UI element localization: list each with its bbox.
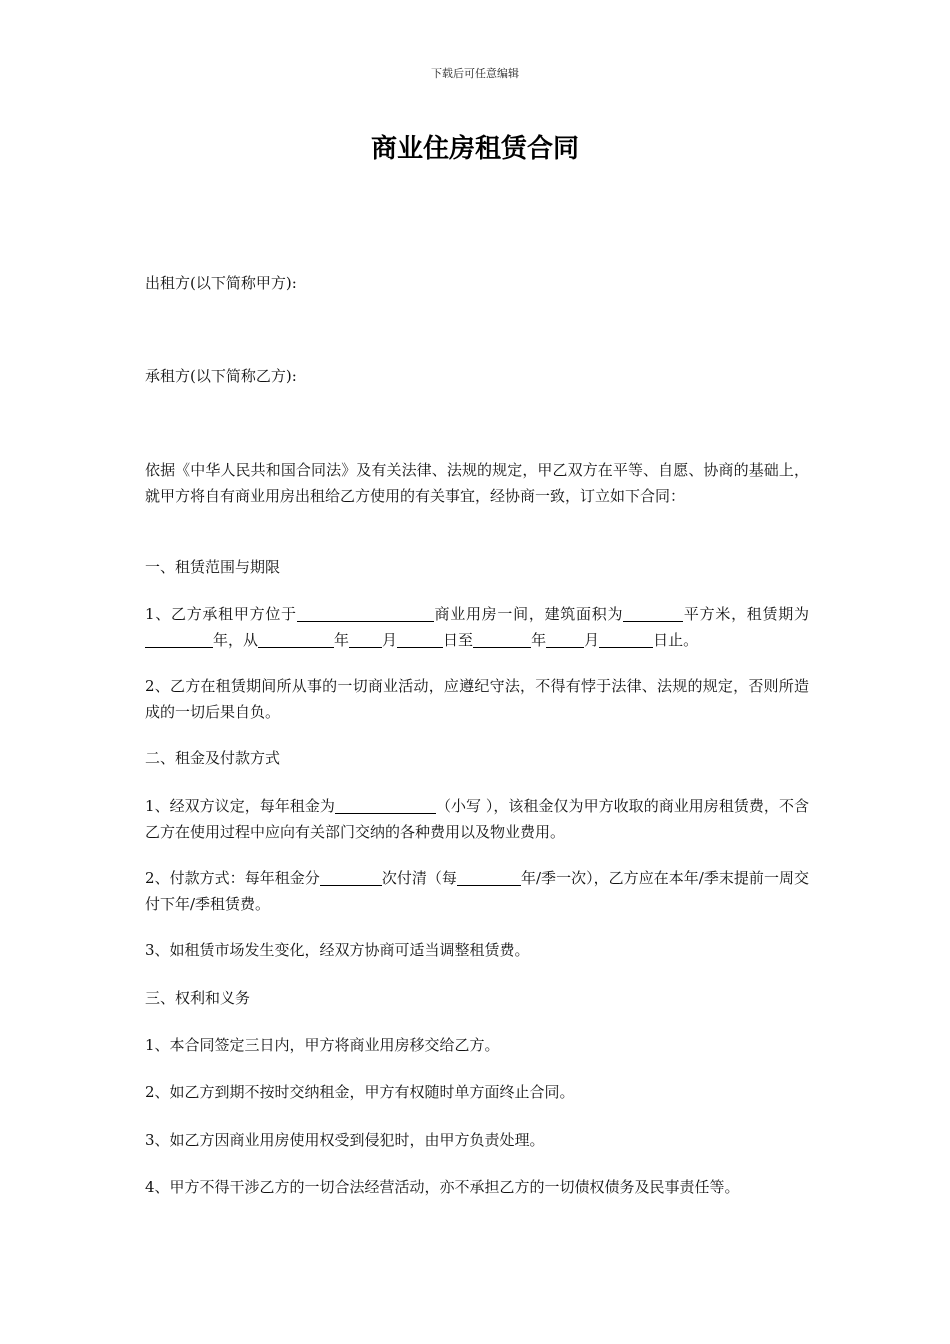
header-note: 下载后可任意编辑 <box>431 67 519 80</box>
text-segment: 1、乙方承租甲方位于 <box>145 605 297 623</box>
area-blank <box>623 604 683 622</box>
text-segment: 月 <box>584 631 600 649</box>
text-segment: 平方米，租赁期为 <box>683 605 809 623</box>
section2-heading: 二、租金及付款方式 <box>145 749 281 767</box>
section1-item2: 2、乙方在租赁期间所从事的一切商业活动，应遵纪守法，不得有悖于法律、法规的规定，否则所造成的一切后果自负。 <box>145 677 809 721</box>
text-segment: 年/季一次），乙方应在本年/季末提前一周交付下年/季租赁费。 <box>145 869 809 913</box>
text-segment: 年 <box>334 631 350 649</box>
period-blank <box>457 868 521 886</box>
annual-rent-blank <box>335 796 436 814</box>
section3-item4: 4、甲方不得干涉乙方的一切合法经营活动，亦不承担乙方的一切债权债务及民事责任等。 <box>145 1178 740 1196</box>
document-title: 商业住房租赁合同 <box>370 134 579 164</box>
end-day-blank <box>599 630 653 648</box>
installments-blank <box>320 868 382 886</box>
text-segment: 日止。 <box>653 631 699 649</box>
location-blank <box>297 604 434 622</box>
section3-item3: 3、如乙方因商业用房使用权受到侵犯时，由甲方负责处理。 <box>145 1131 545 1149</box>
text-segment: 2、付款方式：每年租金分 <box>145 869 320 887</box>
term-years-blank <box>145 630 213 648</box>
text-segment: 年，从 <box>213 631 259 649</box>
section3-heading: 三、权利和义务 <box>145 989 251 1007</box>
text-segment: 1、经双方议定，每年租金为 <box>145 797 335 815</box>
lessor-label: 出租方(以下简称甲方): <box>145 274 297 292</box>
text-segment: （小写 ），该租金仅为甲方收取的商业用房租赁费，不含乙方在使用过程中应向有关部门交纳的各种费用以及物业费用。 <box>145 797 809 841</box>
text-segment: 月 <box>382 631 398 649</box>
text-segment: 商业用房一间，建筑面积为 <box>433 605 624 623</box>
start-month-blank <box>349 630 382 648</box>
lessee-label: 承租方(以下简称乙方): <box>145 367 297 385</box>
section2-item2 <box>145 865 809 917</box>
section3-item2: 2、如乙方到期不按时交纳租金，甲方有权随时单方面终止合同。 <box>145 1083 575 1101</box>
end-month-blank <box>546 630 584 648</box>
end-year-blank <box>473 630 531 648</box>
intro-paragraph: 依据《中华人民共和国合同法》及有关法律、法规的规定，甲乙双方在平等、自愿、协商的基础上，就甲方将自有商业用房出租给乙方使用的有关事宜，经协商一致，订立如下合同： <box>145 461 809 505</box>
text-segment: 日至 <box>443 631 474 649</box>
section1-heading: 一、租赁范围与期限 <box>145 558 281 576</box>
section1-item1 <box>145 601 809 653</box>
text-segment: 次付清（每 <box>381 869 457 887</box>
text-segment: 年 <box>531 631 547 649</box>
start-day-blank <box>397 630 443 648</box>
start-year-blank <box>258 630 334 648</box>
section2-item3: 3、如租赁市场发生变化，经双方协商可适当调整租赁费。 <box>145 941 530 959</box>
section2-item1 <box>145 793 809 845</box>
section3-item1: 1、本合同签定三日内，甲方将商业用房移交给乙方。 <box>145 1036 500 1054</box>
